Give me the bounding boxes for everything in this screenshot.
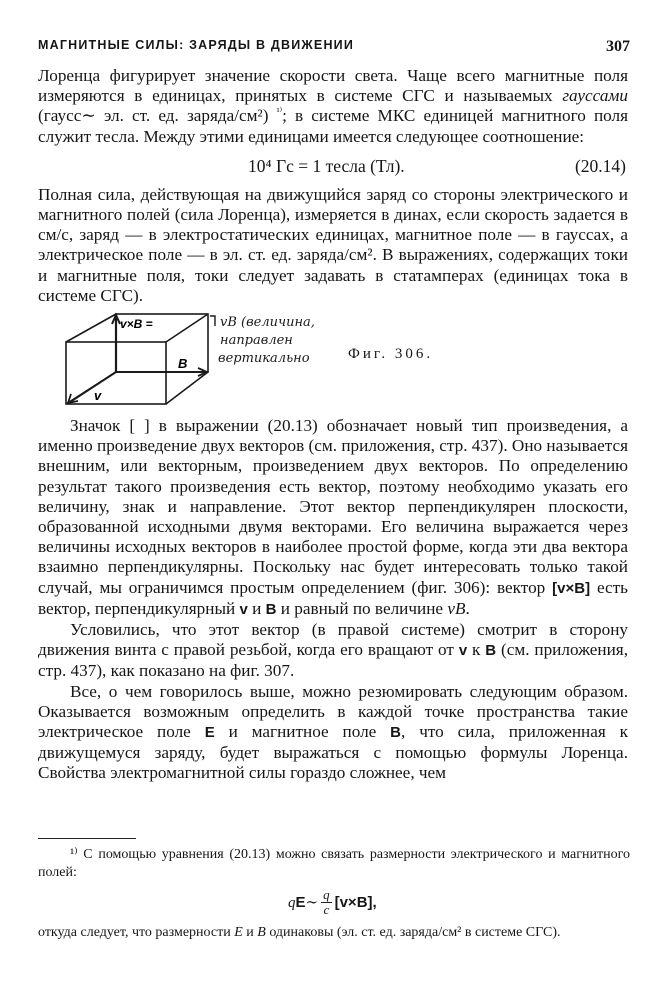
fraction: $\frac{q}{c}$	[323, 887, 330, 917]
main-text	[38, 66, 628, 784]
vxb-label: v×B =	[120, 317, 153, 332]
footnote-text-2: откуда следует, что размерности E и B одинаковы (эл. ст. ед. заряда/см² в системе СГС).	[38, 925, 561, 940]
paragraph-2: Полная сила, действующая на движущийся заряд со стороны электрического и магнитного полей (сила Лоренца), измеряется в динах, если скорость задается в см/с, заряд — в электростатических единицах, магнитное поле — в гауссах, а электрическое поле — в эл. ст. ед. заряда/см². В выражениях, содержащих токи и магнитные поля, токи следует задавать в статамперах (единицах тока в системе СГС).	[38, 184, 628, 305]
handwritten-note-line-1: vB (величина,	[220, 315, 315, 331]
figure-306	[38, 312, 628, 408]
v-arrow	[70, 372, 116, 402]
equation-body: 10⁴ Гс = 1 тесла (Тл).	[248, 155, 405, 176]
paragraph-3: Значок [ ] в выражении (20.13) обозначает новый тип произведения, а именно произведение двух векторов (см. приложения, стр. 437). Оно называется внешним, или векторным, произведением двух векторов. По определению результат такого произведения есть вектор, поэтому необходимо указать его величину, знак и направление. Этот вектор перпендикулярен плоскости, образованной исходными двумя векторами. Его величина выражается через величины исходных векторов в наиболее простой форме, когда эти два вектора взаимно перпендикулярны. Поскольку нас будет интересовать только такой случай, мы ограничимся простым определением (фиг. 306): вектор [v×B] есть вектор, перпендикулярный v и B и равный по величине vB.	[38, 416, 628, 618]
v-label: v	[94, 388, 102, 404]
handwritten-note-line-3: вертикально	[218, 351, 310, 367]
cube-diagram	[58, 312, 338, 408]
paragraph-5: Все, о чем говорилось выше, можно резюмировать следующим образом. Оказывается возможным определить в каждой точке пространства такие электрическое поле E и магнитное поле B, что сила, приложенная к движущемуся заряду, будет выражаться с помощью формулы Лоренца. Свойства электромагнитной силы гораздо сложнее, чем	[38, 681, 628, 783]
footnote-ref: ¹⁾	[276, 106, 283, 118]
b-label: B	[178, 356, 188, 372]
equation-number: (20.14)	[574, 155, 626, 176]
cross-product: [v×B]	[552, 579, 591, 597]
paragraph-1: Лоренца фигурирует значение скорости света. Чаще всего магнитные поля измеряются в единицах, принятых в системе СГС и называемых гауссами (гаусс∼ эл. ст. ед. заряда/см²) $^{^{1)}}$; в системе МКС единицей магнитного поля служит тесла. Между этими единицами имеется следующее соотношение:	[38, 66, 628, 146]
equation-20-14	[38, 151, 628, 181]
handwritten-note-line-2: направлен	[220, 333, 293, 349]
term-gauss: гауссами	[562, 86, 628, 106]
page-number: 307	[606, 38, 630, 55]
footnote	[38, 846, 630, 942]
page-header	[38, 34, 630, 62]
footnote-text-1: ¹⁾ С помощью уравнения (20.13) можно связать размерности электрического и магнитного полей:	[38, 847, 630, 880]
footnote-rule	[38, 838, 136, 839]
running-head: МАГНИТНЫЕ СИЛЫ: ЗАРЯДЫ В ДВИЖЕНИИ	[38, 38, 355, 52]
footnote-equation: q E ∼ $\frac{q}{c}$ [v×B],	[288, 887, 377, 917]
figure-caption: Фиг. 306.	[348, 346, 434, 363]
paragraph-4: Условились, что этот вектор (в правой системе) смотрит в сторону движения винта с правой резьбой, когда его вращают от v к B (см. приложения, стр. 437), как показано на фиг. 307.	[38, 620, 628, 681]
